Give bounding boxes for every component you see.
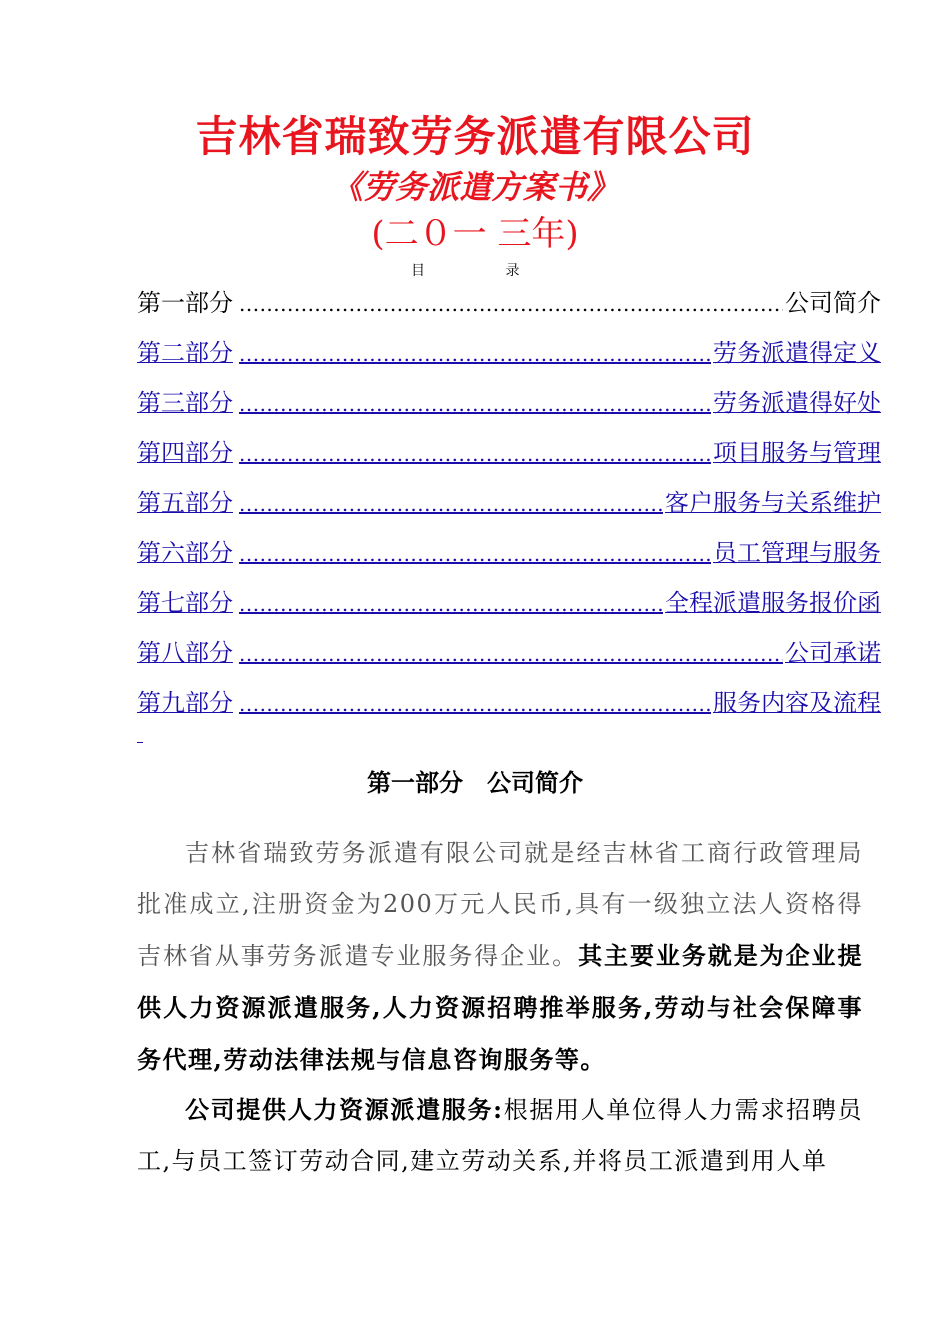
toc-link-3[interactable] — [137, 386, 881, 436]
toc-topic: 员工管理与服务 — [713, 539, 881, 567]
toc-leader — [239, 287, 783, 321]
toc-topic: 服务内容及流程 — [713, 689, 881, 717]
toc-part: 第四部分 — [137, 439, 233, 467]
service-bold-lead: 公司提供人力资源派遣服务: — [185, 1095, 504, 1124]
toc-link-6[interactable] — [137, 536, 881, 586]
toc-topic: 全程派遣服务报价函 — [665, 589, 881, 617]
toc-part: 第二部分 — [137, 339, 233, 367]
toc-leader — [239, 587, 663, 621]
toc-part: 第九部分 — [137, 689, 233, 717]
toc-part: 第三部分 — [137, 389, 233, 417]
toc-topic: 公司承诺 — [785, 639, 881, 667]
toc-leader — [239, 637, 783, 671]
toc-leader — [239, 337, 711, 371]
document-title: 《劳务派遣方案书》 — [330, 168, 619, 206]
toc-topic: 项目服务与管理 — [713, 439, 881, 467]
toc-heading: 目 录 — [411, 263, 558, 279]
toc-part: 第一部分 — [137, 289, 233, 317]
toc-link-8[interactable] — [137, 636, 881, 686]
intro-text: 吉林省瑞致劳务派遣有限公司就是经吉林省工商行政管理局批准成立,注册资金为200万元人民币,具有一级独立法人资格得吉林省从事劳务派遣专业服务得企业。 — [137, 839, 863, 970]
service-text: 根据用人单位得人力需求招聘员工,与员工签订劳动合同,建立劳动关系,并将员工派遣到用人单 — [137, 1096, 864, 1175]
toc-topic: 公司简介 — [785, 289, 881, 317]
service-paragraph — [137, 1084, 863, 1187]
toc-leader — [239, 537, 711, 571]
toc-part: 第七部分 — [137, 589, 233, 617]
toc-leader — [239, 487, 663, 521]
toc-topic: 劳务派遣得定义 — [713, 339, 881, 367]
toc-link-4[interactable] — [137, 436, 881, 486]
toc-topic: 客户服务与关系维护 — [665, 489, 881, 517]
link-underline-mark — [137, 742, 143, 743]
toc-link-2[interactable] — [137, 336, 881, 386]
toc-part: 第六部分 — [137, 539, 233, 567]
toc-leader — [239, 387, 711, 421]
toc-link-7[interactable] — [137, 586, 881, 636]
toc-leader — [239, 437, 711, 471]
section-heading: 第一部分 公司简介 — [367, 768, 583, 797]
company-title: 吉林省瑞致劳务派遣有限公司 — [195, 112, 755, 161]
toc-link-9[interactable] — [137, 686, 881, 736]
toc-entry-1 — [137, 286, 881, 336]
toc-topic: 劳务派遣得好处 — [713, 389, 881, 417]
intro-bold-text: 其主要业务就是为企业提供人力资源派遣服务,人力资源招聘推举服务,劳动与社会保障事务代理,劳动法律法规与信息咨询服务等。 — [137, 941, 864, 1074]
toc-part: 第八部分 — [137, 639, 233, 667]
toc-link-5[interactable] — [137, 486, 881, 536]
toc-leader — [239, 687, 711, 721]
table-of-contents — [137, 286, 881, 736]
toc-part: 第五部分 — [137, 489, 233, 517]
intro-paragraph — [137, 828, 863, 1086]
document-year: (二０一 三年) — [371, 214, 579, 254]
